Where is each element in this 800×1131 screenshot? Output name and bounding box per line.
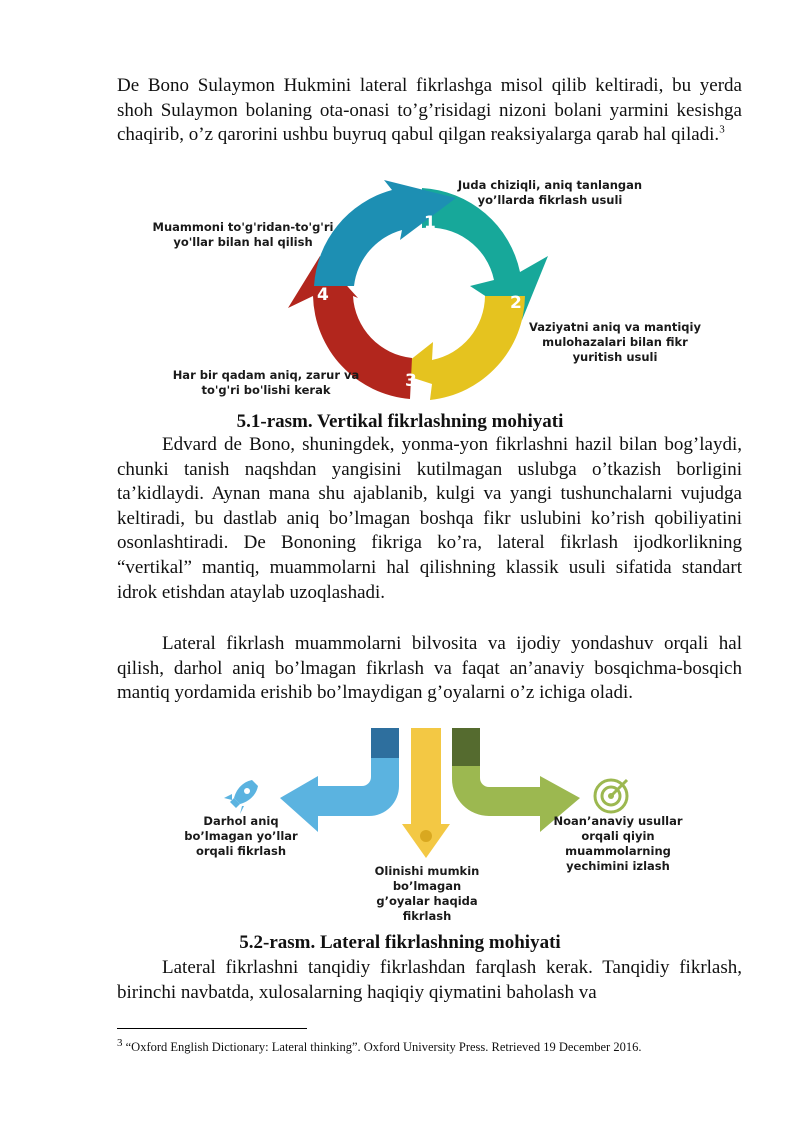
paragraph-2: Edvard de Bono, shuningdek, yonma-yon fikrlashni hazil bilan bog’laydi, chunki tanish naqshdan yangisini kutilmagan uslubga o’tkazish borligini ta’kidlaydi. Aynan mana shu ajablanib, kulgi va yangi tushunchalarni vujudga keltiradi, bu dastlab aniq bo’lmagan boshqa fikr uslubini ko’rish qobiliyatini osonlashtiradi. De Bononing fikriga ko’ra, lateral fikrlash ijodkorlikning “vertikal” mantiq, muammolarni hal qilishning klassik usuli sifatida standart idrok etishdan ataylab uzoqlashadi. [117,434,742,603]
paragraph-1-text: De Bono Sulaymon Hukmini lateral fikrlashga misol qilib keltiradi, bu yerda shoh Sulaymon bolaning ota-onasi to’g’risidagi nizoni bolani yarmini kesishga chaqirib, o’z qarorini ushbu buyruq qabul qilgan reaksiyalarga qarab hal qiladi. [117,75,742,146]
left-branch-label: Darhol aniq bo’lmagan yo’llar orqali fikrlash [184,814,298,858]
footnote [117,1036,757,1055]
footnote-number: 3 [117,1036,123,1049]
step-number-1: 1 [424,213,436,233]
footnote-text: “Oxford English Dictionary: Lateral thinking”. Oxford University Press. Retrieved 19 December 2016. [125,1040,642,1054]
figure-1-caption: 5.1-rasm. Vertikal fikrlashning mohiyati [236,411,564,432]
middle-branch-label: Olinishi mumkin bo’lmagan g’oyalar haqida fikrlash [374,864,480,923]
figure-2 [0,728,800,928]
step-3-label: Har bir qadam aniq, zarur va to'g'ri bo'lishi kerak [172,368,360,397]
right-branch-label: Noan’anaviy usullar orqali qiyin muammolarning yechimini izlash [553,814,683,873]
figure-1 [0,176,800,408]
step-number-4: 4 [317,285,329,305]
footnote-separator [117,1028,307,1029]
step-number-2: 2 [510,293,522,313]
figure-2-caption: 5.2-rasm. Lateral fikrlashning mohiyati [239,932,561,953]
step-4-label: Muammoni to'g'ridan-to'g'ri yo'llar bilan hal qilish [152,220,334,249]
footnote-ref[interactable]: 3 [719,123,725,136]
step-number-3: 3 [405,371,417,391]
paragraph-1 [117,74,742,148]
rocket-icon [224,780,258,814]
paragraph-4: Lateral fikrlashni tanqidiy fikrlashdan farqlash kerak. Tanqidiy fikrlash, birinchi navbatda, xulosalarning haqiqiy qiymatini baholash va [117,957,742,1003]
paragraph-3: Lateral fikrlash muammolarni bilvosita va ijodiy yondashuv orqali hal qilish, darhol aniq bo’lmagan fikrlash va faqat an’anaviy bosqichma-bosqich mantiq yordamida erishib bo’lmaydigan g’oyalarni o’z ichiga oladi. [117,633,742,704]
cycle-diagram [0,176,800,408]
step-1-label: Juda chiziqli, aniq tanlangan yo’llarda fikrlash usuli [457,178,643,207]
step-2-label: Vaziyatni aniq va mantiqiy mulohazalari bilan fikr yuritish usuli [529,320,701,364]
target-icon [595,780,627,812]
